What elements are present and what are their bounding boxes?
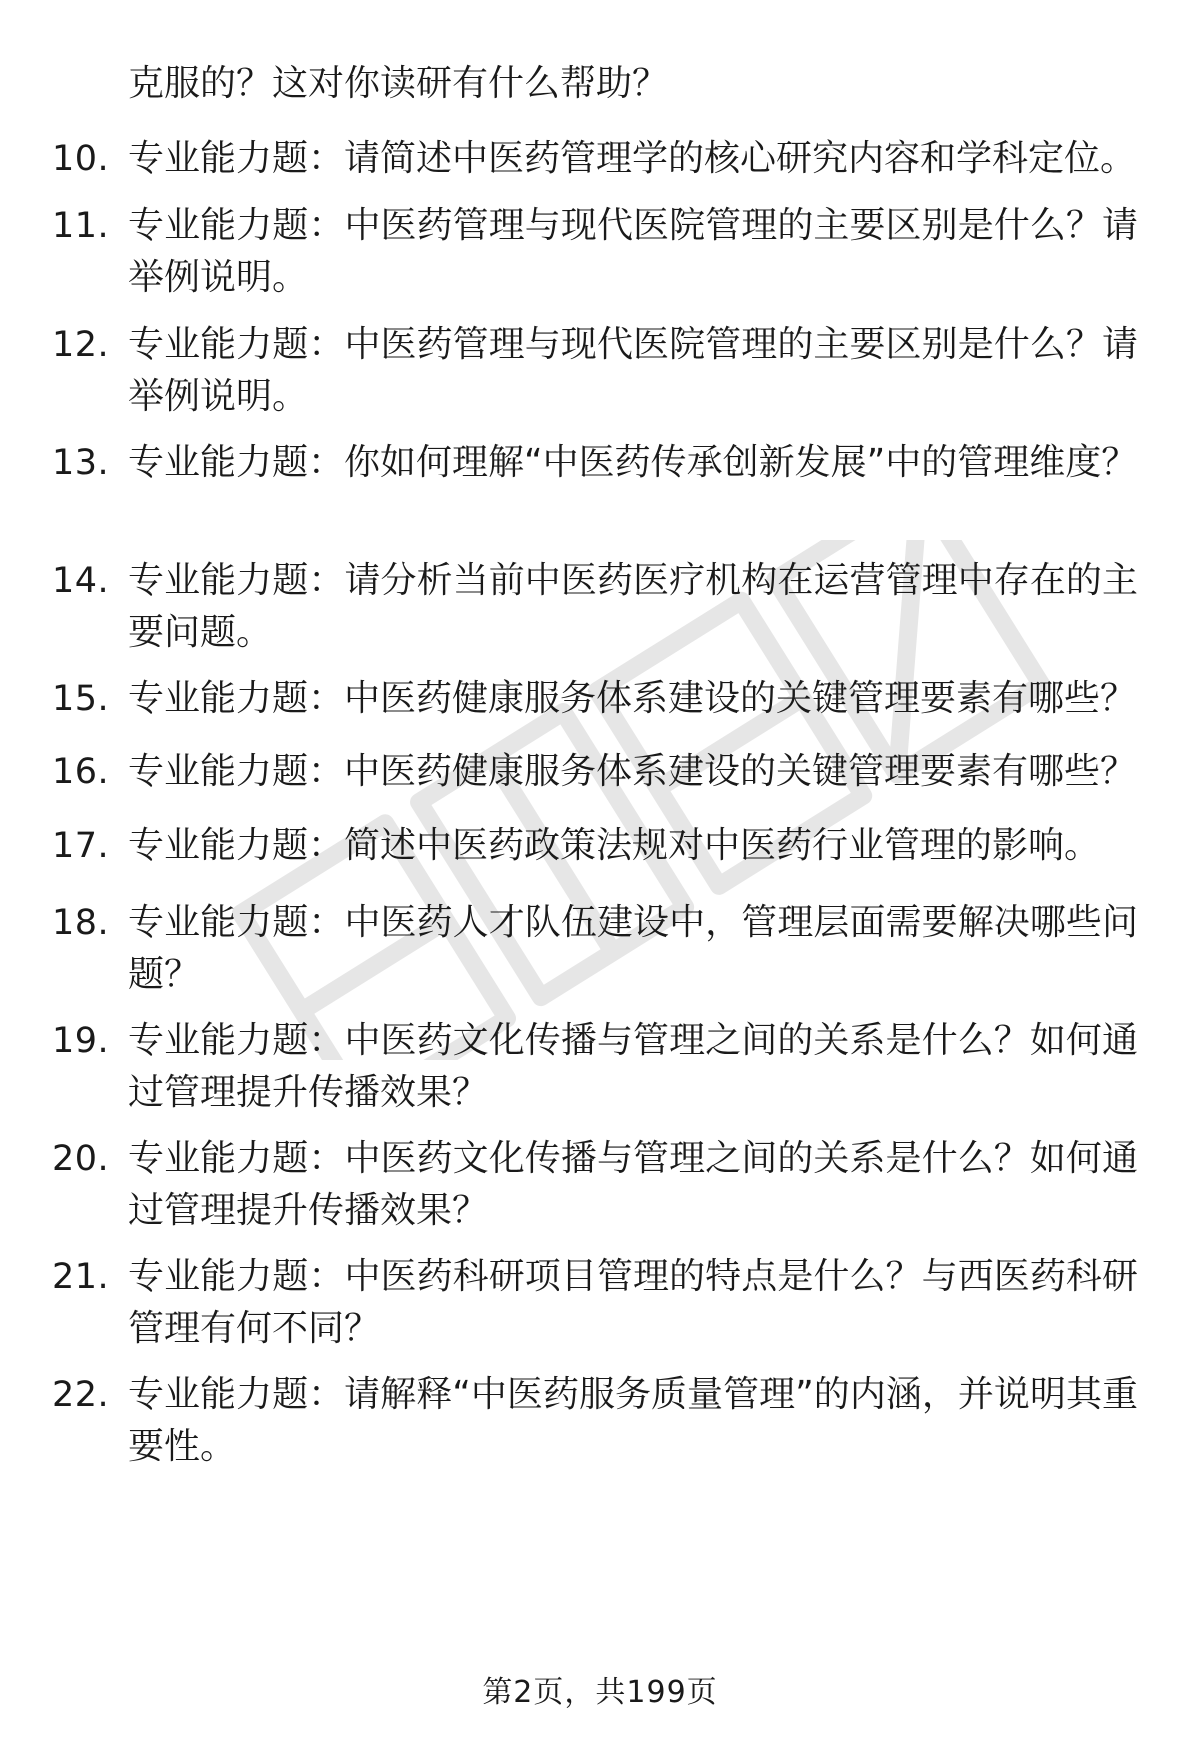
question-number: 10. xyxy=(52,139,110,179)
question-text: 专业能力题：中医药管理与现代医院管理的主要区别是什么？请举例说明。 xyxy=(128,324,1138,417)
question-number: 12. xyxy=(52,325,110,365)
question-text: 专业能力题：中医药文化传播与管理之间的关系是什么？如何通过管理提升传播效果？ xyxy=(128,1138,1138,1231)
question-text: 专业能力题：中医药管理与现代医院管理的主要区别是什么？请举例说明。 xyxy=(128,205,1138,298)
question-number: 14. xyxy=(52,561,110,601)
continuation-text: 克服的？这对你读研有什么帮助？ xyxy=(128,63,669,104)
question-text: 专业能力题：你如何理解“中医药传承创新发展”中的管理维度？ xyxy=(128,442,1138,483)
question-number: 18. xyxy=(52,903,110,943)
question-number: 17. xyxy=(52,826,110,866)
question-number: 22. xyxy=(52,1375,110,1415)
question-text: 专业能力题：中医药健康服务体系建设的关键管理要素有哪些？ xyxy=(128,678,1137,719)
question-number: 11. xyxy=(52,206,110,246)
question-number: 21. xyxy=(52,1257,110,1297)
question-text: 专业能力题：请解释“中医药服务质量管理”的内涵，并说明其重要性。 xyxy=(128,1374,1138,1467)
question-text: 专业能力题：简述中医药政策法规对中医药行业管理的影响。 xyxy=(128,825,1101,866)
question-text: 专业能力题：请分析当前中医药医疗机构在运营管理中存在的主要问题。 xyxy=(128,560,1138,653)
question-number: 16. xyxy=(52,752,110,792)
question-number: 20. xyxy=(52,1139,110,1179)
question-text: 专业能力题：中医药健康服务体系建设的关键管理要素有哪些？ xyxy=(128,751,1137,792)
page-footer: 第2页，共199页 xyxy=(482,1675,718,1710)
question-number: 15. xyxy=(52,679,110,719)
question-number: 19. xyxy=(52,1021,110,1061)
question-number: 13. xyxy=(52,443,110,483)
question-text: 专业能力题：中医药人才队伍建设中，管理层面需要解决哪些问题？ xyxy=(128,902,1138,995)
question-text: 专业能力题：中医药文化传播与管理之间的关系是什么？如何通过管理提升传播效果？ xyxy=(128,1020,1138,1113)
question-text: 专业能力题：请简述中医药管理学的核心研究内容和学科定位。 xyxy=(128,138,1137,179)
question-text: 专业能力题：中医药科研项目管理的特点是什么？与西医药科研管理有何不同？ xyxy=(128,1256,1138,1349)
